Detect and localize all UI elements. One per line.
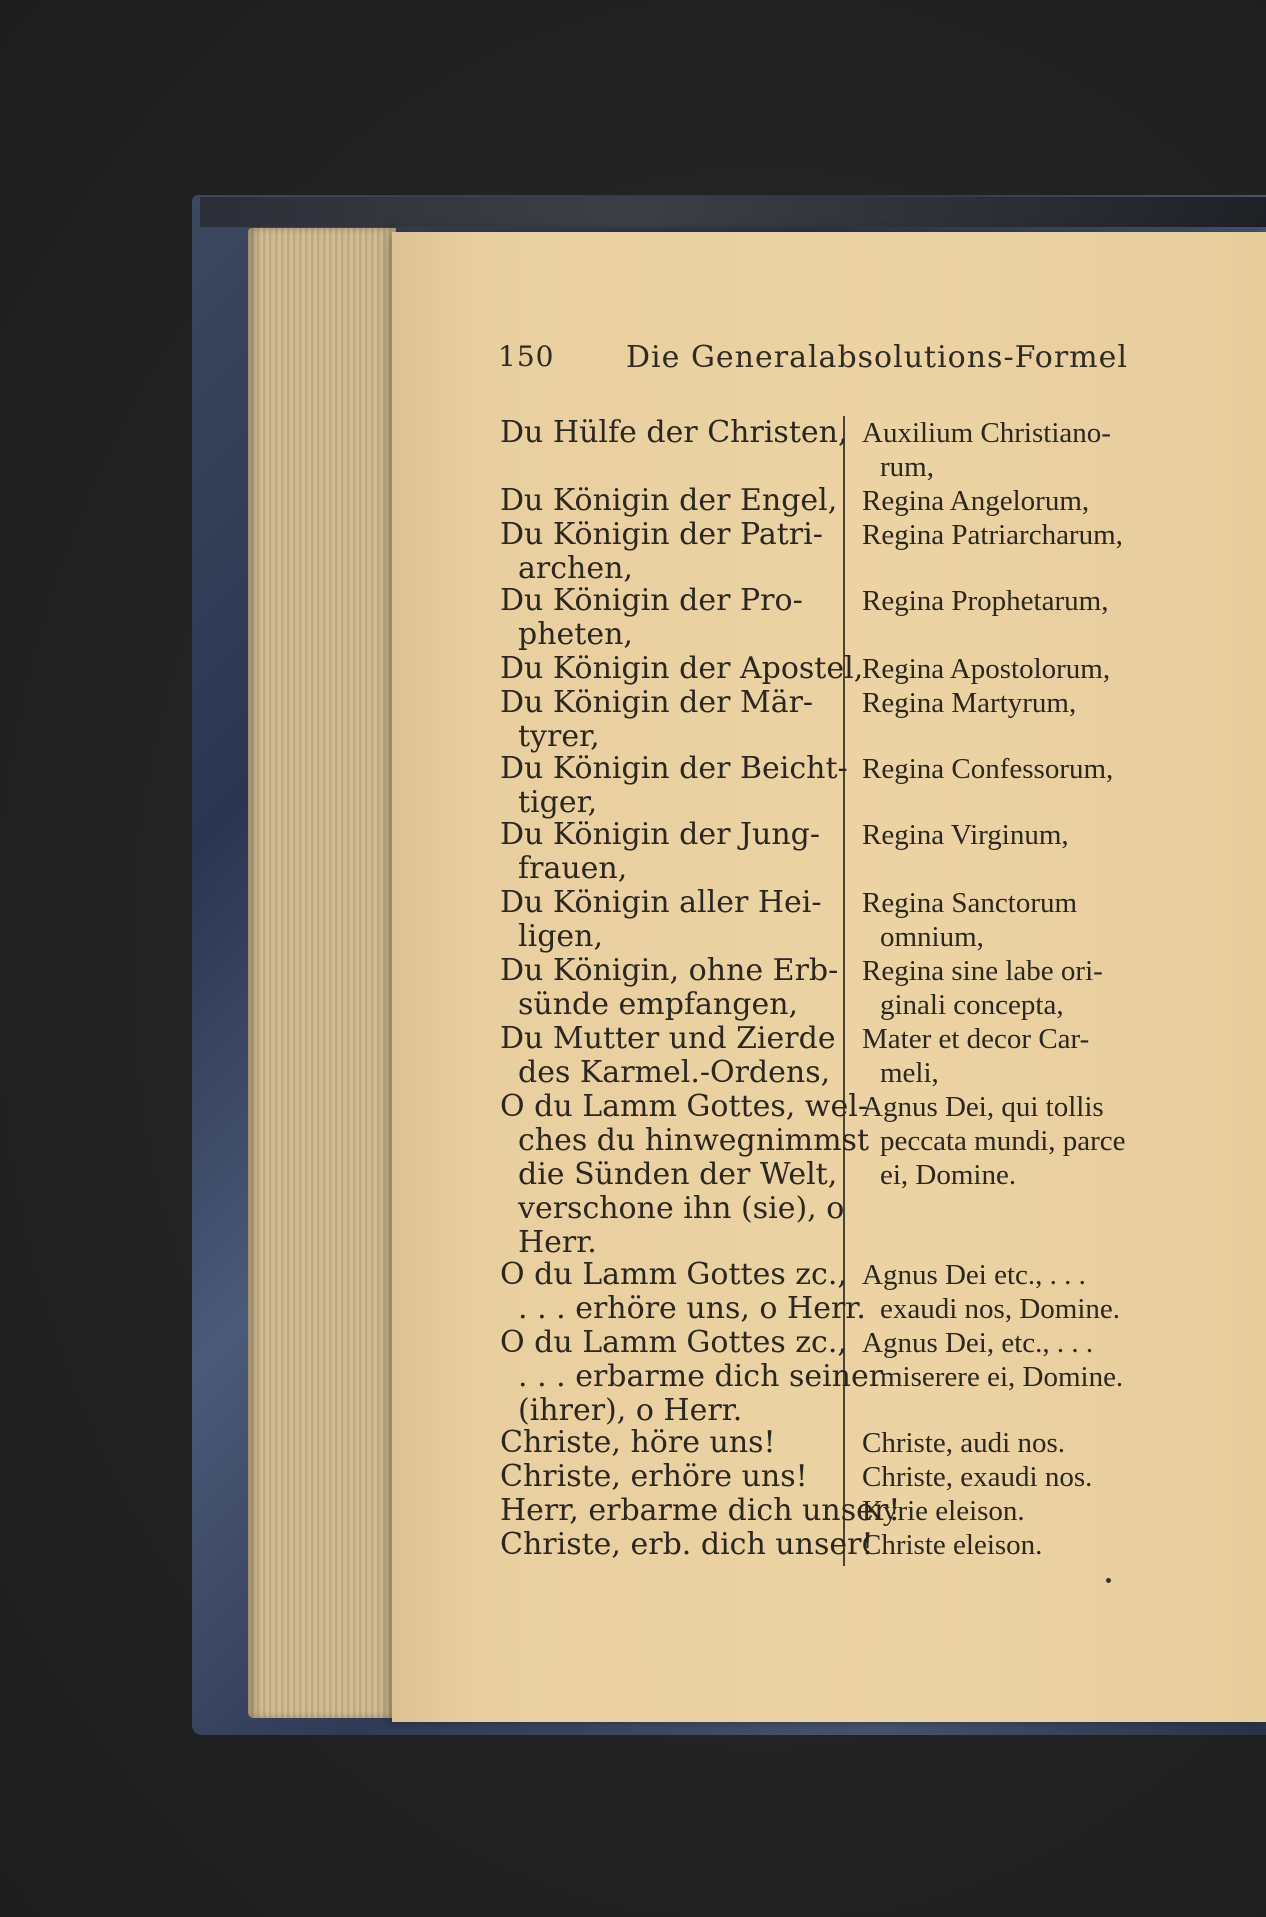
german-entry bbox=[500, 1258, 866, 1326]
german-entry bbox=[500, 1426, 776, 1460]
german-line: pheten, bbox=[518, 617, 633, 652]
german-line: . . . erbarme dich seiner bbox=[518, 1359, 884, 1394]
latin-line: Agnus Dei, qui tollis bbox=[862, 1091, 1104, 1123]
latin-line: Christe, exaudi nos. bbox=[862, 1461, 1093, 1493]
german-line: O du Lamm Gottes zc., bbox=[500, 1257, 847, 1292]
german-entry bbox=[500, 416, 848, 450]
german-line: Herr. bbox=[518, 1225, 597, 1260]
latin-line: Regina Apostolorum, bbox=[862, 653, 1111, 685]
latin-line: Regina Prophetarum, bbox=[862, 585, 1109, 617]
german-line: Du Königin der Jung- bbox=[500, 817, 820, 852]
latin-entry bbox=[862, 1460, 1092, 1494]
latin-line: rum, bbox=[880, 451, 934, 483]
german-line: (ihrer), o Herr. bbox=[518, 1393, 743, 1428]
latin-entry bbox=[862, 652, 1110, 686]
latin-entry bbox=[862, 1494, 1025, 1528]
german-entry bbox=[500, 1460, 808, 1494]
german-line: tyrer, bbox=[518, 719, 600, 754]
german-entry bbox=[500, 1326, 883, 1428]
latin-line: Regina Patriarcharum, bbox=[862, 519, 1123, 551]
latin-line: peccata mundi, parce bbox=[880, 1125, 1126, 1157]
page-header bbox=[498, 340, 1258, 384]
latin-line: meli, bbox=[880, 1057, 939, 1089]
german-line: archen, bbox=[518, 551, 633, 586]
german-line: Du Hülfe der Christen, bbox=[500, 415, 848, 450]
german-entry bbox=[500, 886, 822, 954]
page-edges bbox=[248, 228, 396, 1718]
latin-entry bbox=[862, 1326, 1123, 1394]
german-line: O du Lamm Gottes, wel- bbox=[500, 1089, 868, 1124]
german-line: frauen, bbox=[518, 851, 628, 886]
german-line: verschone ihn (sie), o bbox=[518, 1191, 845, 1226]
german-line: Du Königin der Patri- bbox=[500, 517, 823, 552]
latin-entry bbox=[862, 954, 1103, 1022]
latin-entry bbox=[862, 1090, 1126, 1192]
german-line: Du Königin der Apostel, bbox=[500, 651, 864, 686]
german-line: ligen, bbox=[518, 919, 604, 954]
german-line: sünde empfangen, bbox=[518, 987, 799, 1022]
latin-entry bbox=[862, 1426, 1065, 1460]
german-entry bbox=[500, 1022, 836, 1090]
german-line: tiger, bbox=[518, 785, 598, 820]
latin-line: exaudi nos, Domine. bbox=[880, 1293, 1121, 1325]
german-entry bbox=[500, 686, 813, 754]
german-line: Du Königin aller Hei- bbox=[500, 885, 822, 920]
german-line: Du Königin der Beicht- bbox=[500, 751, 848, 786]
page-number: 150 bbox=[498, 340, 555, 373]
latin-entry bbox=[862, 416, 1111, 484]
german-entry bbox=[500, 652, 863, 686]
german-line: Du Königin, ohne Erb- bbox=[500, 953, 839, 988]
german-entry bbox=[500, 484, 837, 518]
german-entry bbox=[500, 1494, 900, 1528]
latin-line: Agnus Dei etc., . . . bbox=[862, 1259, 1086, 1291]
latin-line: Regina Martyrum, bbox=[862, 687, 1077, 719]
latin-line: Regina Angelorum, bbox=[862, 485, 1090, 517]
latin-entry bbox=[862, 686, 1076, 720]
latin-entry bbox=[862, 886, 1077, 954]
latin-line: Christe eleison. bbox=[862, 1529, 1043, 1561]
german-line: Du Mutter und Zierde bbox=[500, 1021, 836, 1056]
german-line: Christe, erb. dich unser! bbox=[500, 1527, 874, 1562]
latin-entry bbox=[862, 1528, 1042, 1562]
latin-line: Regina Confessorum, bbox=[862, 753, 1114, 785]
german-entry bbox=[500, 1528, 874, 1562]
latin-line: miserere ei, Domine. bbox=[880, 1361, 1124, 1393]
latin-line: Regina sine labe ori- bbox=[862, 955, 1103, 987]
german-line: Christe, erhöre uns! bbox=[500, 1459, 808, 1494]
ink-dot bbox=[1106, 1578, 1111, 1583]
latin-line: Auxilium Christiano- bbox=[862, 417, 1111, 449]
latin-entry bbox=[862, 818, 1069, 852]
latin-line: Christe, audi nos. bbox=[862, 1427, 1065, 1459]
german-line: Du Königin der Engel, bbox=[500, 483, 838, 518]
latin-entry bbox=[862, 484, 1089, 518]
latin-entry bbox=[862, 1258, 1120, 1326]
german-line: . . . erhöre uns, o Herr. bbox=[518, 1291, 866, 1326]
german-line: des Karmel.-Ordens, bbox=[518, 1055, 831, 1090]
german-line: Christe, höre uns! bbox=[500, 1425, 776, 1460]
german-entry bbox=[500, 752, 848, 820]
latin-line: omnium, bbox=[880, 921, 984, 953]
running-title: Die Generalabsolutions-Formel bbox=[626, 340, 1128, 375]
german-entry bbox=[500, 584, 803, 652]
german-line: Du Königin der Pro- bbox=[500, 583, 803, 618]
latin-line: Agnus Dei, etc., . . . bbox=[862, 1327, 1094, 1359]
latin-entry bbox=[862, 1022, 1089, 1090]
latin-line: ginali concepta, bbox=[880, 989, 1064, 1021]
latin-entry bbox=[862, 584, 1108, 618]
german-line: O du Lamm Gottes zc., bbox=[500, 1325, 847, 1360]
german-entry bbox=[500, 954, 838, 1022]
latin-line: ei, Domine. bbox=[880, 1159, 1017, 1191]
latin-entry bbox=[862, 518, 1123, 552]
book-spine-top bbox=[200, 197, 1266, 227]
german-entry bbox=[500, 518, 823, 586]
latin-line: Regina Virginum, bbox=[862, 819, 1069, 851]
latin-line: Regina Sanctorum bbox=[862, 887, 1078, 919]
german-line: Herr, erbarme dich unser! bbox=[500, 1493, 901, 1528]
german-line: ches du hinwegnimmst bbox=[518, 1123, 870, 1158]
latin-line: Kyrie eleison. bbox=[862, 1495, 1025, 1527]
german-entry bbox=[500, 1090, 869, 1260]
german-line: die Sünden der Welt, bbox=[518, 1157, 838, 1192]
latin-line: Mater et decor Car- bbox=[862, 1023, 1090, 1055]
german-line: Du Königin der Mär- bbox=[500, 685, 814, 720]
latin-entry bbox=[862, 752, 1113, 786]
german-entry bbox=[500, 818, 820, 886]
